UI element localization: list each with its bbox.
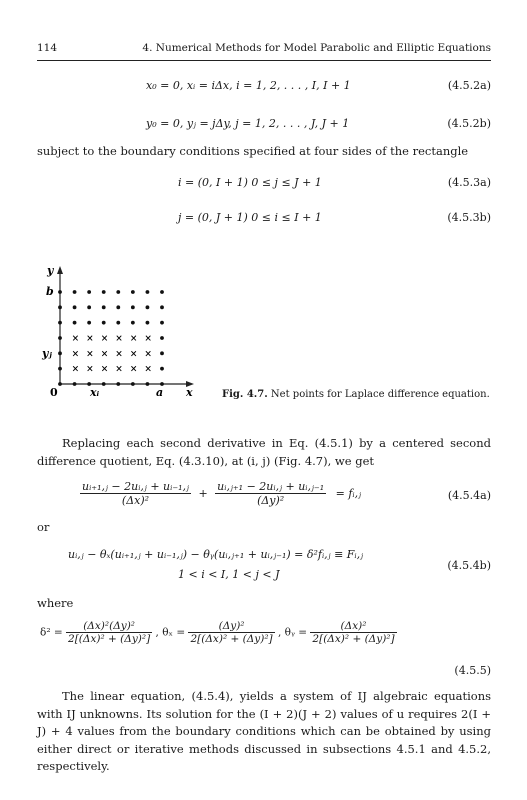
equation-4-5-2a: x₀ = 0, xᵢ = iΔx, i = 1, 2, . . . , I, I + 1 [146,79,351,92]
net-point-dot [131,305,135,309]
net-point-dot [116,305,120,309]
net-point-dot [160,321,164,325]
net-point-dot [102,321,106,325]
net-point-dot [58,290,62,294]
paragraph-where: where [37,596,74,610]
header-rule [37,60,491,61]
net-point-cross: × [100,349,109,360]
net-point-cross: × [115,334,123,344]
net-point-dot [58,351,62,355]
net-point-cross: × [86,349,94,360]
fraction-denominator: 2[(Δx)² + (Δy)²] [312,633,395,645]
net-point-cross: × [100,364,109,375]
equation-4-5-5 [40,620,397,645]
equation-4-5-4a [80,480,361,507]
net-point-dot [58,305,62,309]
label-a: a [156,386,164,399]
net-point-dot [58,321,62,325]
net-point-dot [116,290,120,294]
equation-4-5-4b-line1: uᵢ,ⱼ − θₓ(uᵢ₊₁,ⱼ + uᵢ₋₁,ⱼ) − θᵧ(uᵢ,ⱼ₊₁ + uᵢ,ⱼ₋₁) = δ²fᵢ,ⱼ ≡ Fᵢ,ⱼ [68,548,364,561]
paragraph-subject-to: subject to the boundary conditions specified at four sides of the rectangle [37,144,469,158]
net-point-dot [146,305,150,309]
fraction-numerator: (Δy)² [188,620,274,633]
rhs: = fᵢ,ⱼ [335,486,362,500]
net-point-cross: × [129,349,138,360]
label-yj: yⱼ [42,347,52,360]
equation-number: (4.5.3a) [447,176,491,189]
equation-4-5-4b-line2: 1 < i < I, 1 < j < J [178,568,280,581]
net-point-cross: × [71,349,80,360]
plus-sign: + [198,486,208,500]
net-point-cross: × [129,364,138,375]
net-point-cross: × [100,334,109,344]
running-title: 4. Numerical Methods for Model Parabolic and Elliptic Equations [142,42,491,54]
page-number: 114 [37,42,58,54]
net-point-dot [87,290,91,294]
fraction-denominator: (Δx)² [121,494,150,507]
net-point-dot [146,290,150,294]
net-point-dot [131,382,135,386]
net-point-dot [160,336,164,340]
fraction-numerator: (Δx)² [310,620,396,633]
fraction-numerator: uᵢ₊₁,ⱼ − 2uᵢ,ⱼ + uᵢ₋₁,ⱼ [82,480,189,493]
fraction-denominator: 2[(Δx)² + (Δy)²] [68,633,151,645]
net-point-cross: × [86,364,94,375]
net-point-dot [160,351,164,355]
net-point-cross: × [86,334,94,344]
label-origin: 0 [50,386,58,399]
net-point-cross: × [144,349,152,360]
equation-4-5-3a: i = (0, I + 1) 0 ≤ j ≤ J + 1 [178,176,322,189]
paragraph-linear: The linear equation, (4.5.4), yields a system of IJ algebraic equations with IJ unknowns. Its solution for the (I + 2)(J + 2) values of u requires 2(I + J) + 4 values from the boundary conditions which can be obtained by using either direct or iterative methods discussed in subsections 4.5.1 and 4.5.2, respectively. [37,689,491,773]
fraction-theta-y [310,620,396,645]
net-point-dot [116,321,120,325]
net-point-cross: × [144,364,152,375]
figure-caption-text: Net points for Laplace difference equation. [270,389,490,400]
paragraph-replacing: Replacing each second derivative in Eq. (4.5.1) by a centered second difference quotient, Eq. (4.3.10), at (i, j) (Fig. 4.7), we get [37,436,491,468]
net-point-dot [116,382,120,386]
net-point-dot [58,336,62,340]
equation-number: (4.5.5) [454,664,491,677]
equation-number: (4.5.4b) [447,559,491,572]
net-point-cross: × [115,349,123,360]
net-point-dot [73,382,77,386]
net-point-cross: × [144,334,152,344]
net-point-dot [146,321,150,325]
equation-number: (4.5.4a) [447,489,491,502]
equation-number: (4.5.3b) [447,211,491,224]
delta-squared: δ² = [40,626,63,639]
net-point-dot [131,290,135,294]
net-point-dot [131,321,135,325]
label-b: b [46,285,54,298]
net-point-cross: × [115,364,123,375]
figure-caption-label: Fig. 4.7. [222,389,268,400]
figure-caption [222,389,490,400]
running-header [37,40,491,58]
net-point-dot [102,382,106,386]
fraction-denominator: 2[(Δx)² + (Δy)²] [190,633,273,645]
theta-y: , θᵧ = [277,626,308,639]
net-point-cross: × [71,334,80,344]
fraction-numerator: uᵢ,ⱼ₊₁ − 2uᵢ,ⱼ + uᵢ,ⱼ₋₁ [217,480,325,493]
net-point-cross: × [129,334,138,344]
fraction-d2y [215,480,326,507]
net-point-dot [102,305,106,309]
equation-4-5-2b: y₀ = 0, yⱼ = jΔy, j = 1, 2, . . . , J, J + 1 [146,117,350,130]
net-point-dot [73,321,77,325]
fraction-theta-x [188,620,274,645]
net-point-dot [102,290,106,294]
net-point-dot [160,367,164,371]
net-point-dot [87,321,91,325]
net-point-dot [160,290,164,294]
theta-x: , θₓ = [155,626,186,639]
net-point-cross: × [71,364,80,375]
net-point-dot [73,305,77,309]
fraction-denominator: (Δy)² [257,494,285,507]
net-points-figure [36,262,206,402]
axis-label-x: x [186,386,193,399]
net-point-dot [146,382,150,386]
paragraph-or: or [37,520,50,534]
equation-number: (4.5.2a) [447,79,491,92]
fraction-d2x [80,480,191,507]
label-xi: xᵢ [90,386,100,399]
fraction-numerator: (Δx)²(Δy)² [66,620,152,633]
fraction-delta [66,620,152,645]
net-point-dot [58,367,62,371]
axis-label-y: y [47,264,54,277]
net-point-dot [73,290,77,294]
equation-number: (4.5.2b) [447,117,491,130]
net-point-dot [58,382,62,386]
net-point-dot [87,305,91,309]
equation-4-5-3b: j = (0, J + 1) 0 ≤ i ≤ I + 1 [178,211,322,224]
net-point-dot [160,305,164,309]
